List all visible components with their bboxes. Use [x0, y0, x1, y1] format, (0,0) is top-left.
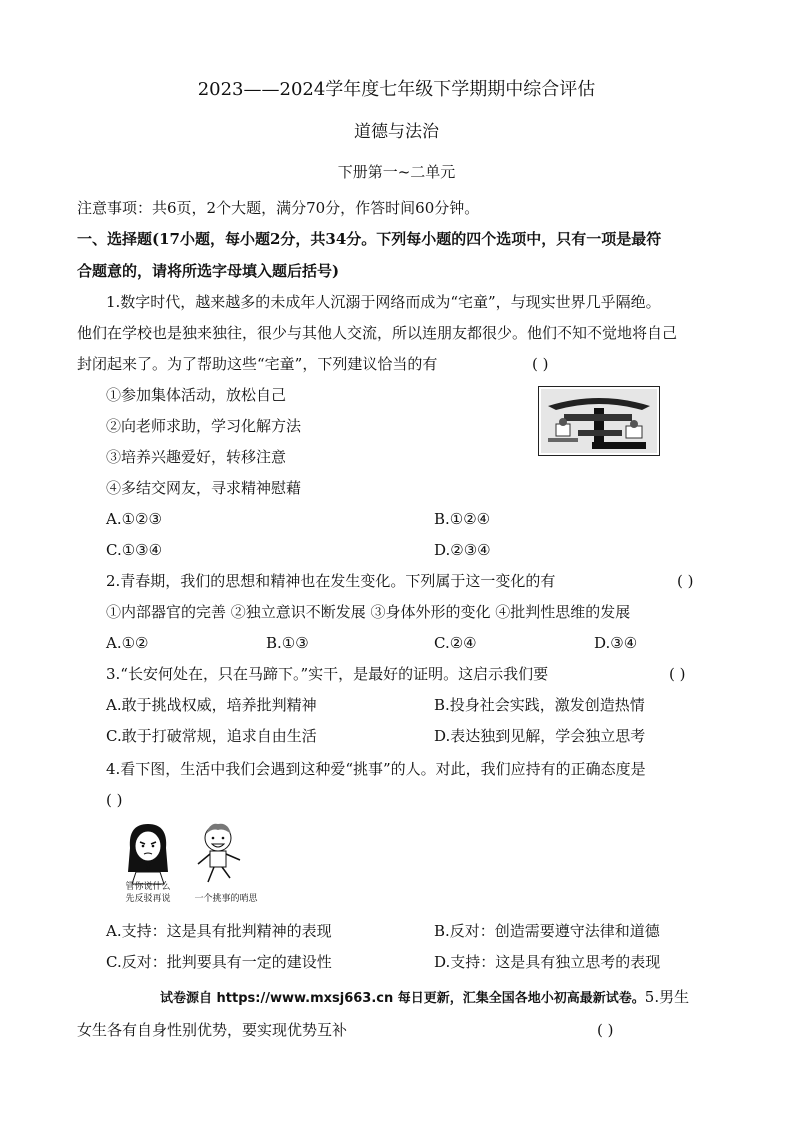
q4-stem: 4.看下图，生活中我们会遇到这种爱“挑事”的人。对此，我们应持有的正确态度是 — [106, 760, 646, 778]
q3-option-b[interactable]: B.投身社会实践，激发创造热情 — [434, 696, 645, 714]
q5-stem-line2: 女生各有自身性别优势，要实现优势互补 — [77, 1021, 348, 1039]
exam-title: 2023——2024学年度七年级下学期期中综合评估 — [197, 79, 596, 100]
q2-items: ①内部器官的完善 ②独立意识不断发展 ③身体外形的变化 ④批判性思维的发展 — [106, 603, 631, 621]
q1-option-d[interactable]: D.②③④ — [434, 541, 491, 559]
q1-option-b[interactable]: B.①②④ — [434, 510, 491, 528]
q4-option-d[interactable]: D.支持：这是具有独立思考的表现 — [434, 953, 661, 971]
q4-option-a[interactable]: A.支持：这是具有批判精神的表现 — [106, 922, 332, 940]
source-text: 试卷源自 https://www.mxsj663.cn 每日更新，汇集全国各地小初高最新试卷。 — [160, 991, 645, 1006]
q4-caption-girl-1: 管你说什么 — [125, 882, 171, 892]
q4-option-c[interactable]: C.反对：批判要具有一定的建设性 — [106, 953, 332, 971]
q1-option-c[interactable]: C.①③④ — [106, 541, 163, 559]
q3-stem: 3.“长安何处在，只在马蹄下。”实干，是最好的证明。这启示我们要 — [106, 665, 549, 683]
q4-answer-paren[interactable]: ( ) — [106, 791, 123, 809]
q4-option-b[interactable]: B.反对：创造需要遵守法律和道德 — [434, 922, 660, 940]
q1-stem-line2: 他们在学校也是独来独往，很少与其他人交流，所以连朋友都很少。他们不知不觉地将自己 — [77, 324, 678, 342]
q1-stem-line1: 1.数字时代，越来越多的未成年人沉溺于网络而成为“宅童”，与现实世界几乎隔绝。 — [106, 293, 661, 311]
q4-caption-girl-2: 先反驳再说 — [125, 894, 171, 904]
section1-heading-line2: 合题意的，请将所选字母填入题后括号) — [77, 262, 340, 280]
q2-option-a[interactable]: A.①② — [106, 634, 149, 652]
q1-item-2: ②向老师求助，学习化解方法 — [106, 417, 302, 435]
q4-cartoon — [108, 820, 268, 908]
scope-line: 下册第一~二单元 — [337, 163, 456, 181]
q1-option-a[interactable]: A.①②③ — [106, 510, 162, 528]
source-line — [160, 987, 689, 1009]
q2-stem: 2.青春期，我们的思想和精神也在发生变化。下列属于这一变化的有 — [106, 572, 556, 590]
subject-title: 道德与法治 — [354, 122, 439, 142]
q2-option-b[interactable]: B.①③ — [266, 634, 309, 652]
q3-option-c[interactable]: C.敢于打破常规，追求自由生活 — [106, 727, 317, 745]
q2-answer-paren[interactable]: ( ) — [677, 572, 694, 590]
q1-item-4: ④多结交网友，寻求精神慰藉 — [106, 479, 302, 497]
q4-caption-boy: 一个挑事的哨思 — [194, 894, 258, 904]
q1-item-3: ③培养兴趣爱好，转移注意 — [106, 448, 287, 466]
notice: 注意事项：共6页，2个大题，满分70分，作答时间60分钟。 — [77, 199, 480, 217]
q1-illustration — [538, 386, 660, 456]
q5-stem-start: 5.男生 — [644, 988, 690, 1006]
q1-stem-line3: 封闭起来了。为了帮助这些“宅童”，下列建议恰当的有 — [77, 355, 438, 373]
q2-option-d[interactable]: D.③④ — [594, 634, 638, 652]
section1-heading-line1: 一、选择题(17小题，每小题2分，共34分。下列每小题的四个选项中，只有一项是最符 — [77, 230, 662, 248]
q3-answer-paren[interactable]: ( ) — [669, 665, 686, 683]
q2-option-c[interactable]: C.②④ — [434, 634, 477, 652]
q3-option-a[interactable]: A.敢于挑战权威，培养批判精神 — [106, 696, 317, 714]
q5-answer-paren[interactable]: ( ) — [597, 1021, 614, 1039]
q1-answer-paren[interactable]: ( ) — [532, 355, 549, 373]
q3-option-d[interactable]: D.表达独到见解，学会独立思考 — [434, 727, 646, 745]
q1-item-1: ①参加集体活动，放松自己 — [106, 386, 287, 404]
